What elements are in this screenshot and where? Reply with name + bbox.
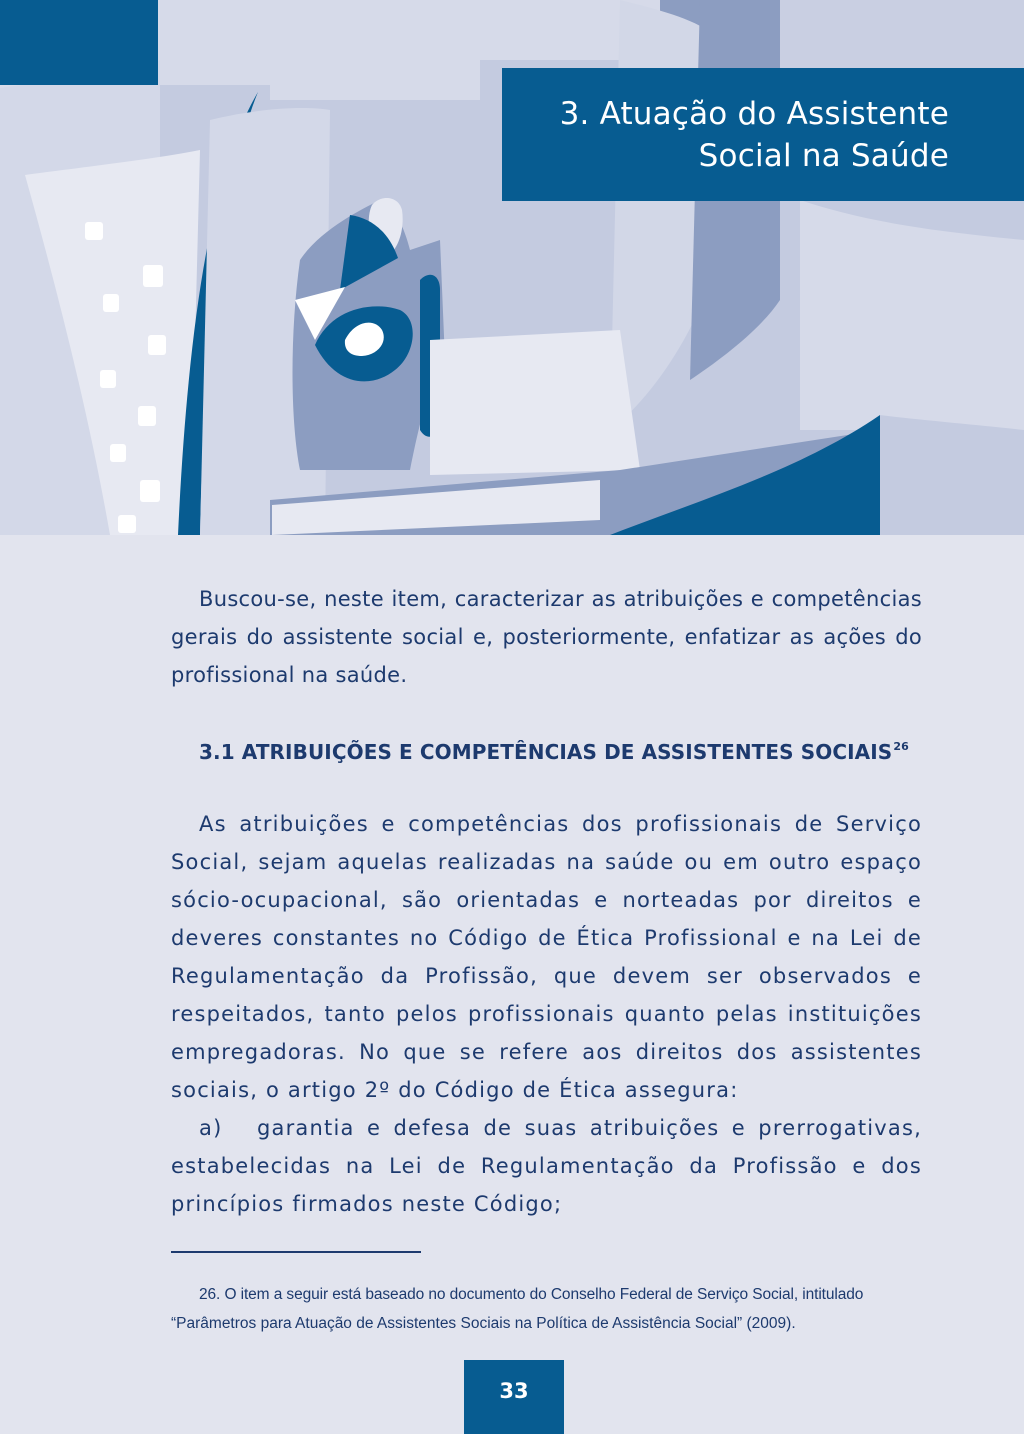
footnote-line-2: “Parâmetros para Atuação de Assistentes Sociais na Política de Assistência Social” (2009).	[171, 1315, 796, 1332]
main-content	[171, 580, 922, 1223]
footnote-line-1: 26. O item a seguir está baseado no documento do Conselho Federal de Serviço Social, intitulado	[199, 1286, 864, 1303]
chapter-title-box	[502, 68, 1024, 201]
list-item-a	[171, 1109, 922, 1223]
chapter-title-line-2: Social na Saúde	[698, 137, 949, 174]
intro-paragraph: Buscou-se, neste item, caracterizar as atribuições e competências gerais do assistente social e, posteriormente, enfatizar as ações do profissional na saúde.	[171, 587, 922, 687]
page-number: 33	[499, 1379, 529, 1403]
footnote-reference: 26	[893, 740, 909, 753]
footnote	[171, 1280, 924, 1338]
list-item-text: garantia e defesa de suas atribuições e prerrogativas, estabelecidas na Lei de Regulamentação da Profissão e dos princípios firmados neste Código;	[171, 1116, 922, 1216]
list-item-marker: a)	[199, 1116, 223, 1140]
section-heading	[171, 728, 922, 771]
page-number-box	[464, 1360, 564, 1434]
body-paragraph: As atribuições e competências dos profissionais de Serviço Social, sejam aquelas realizadas na saúde ou em outro espaço sócio-ocupacional, são orientadas e norteadas por direitos e deveres constantes no Código de Ética Profissional e na Lei de Regulamentação da Profissão, que devem ser observados e respeitados, tanto pelos profissionais quanto pelas instituições empregadoras. No que se refere aos direitos dos assistentes sociais, o artigo 2º do Código de Ética assegura:	[171, 812, 922, 1102]
footnote-divider	[171, 1251, 421, 1253]
chapter-title-line-1: 3. Atuação do Assistente	[559, 95, 949, 132]
section-heading-text: 3.1 ATRIBUIÇÕES E COMPETÊNCIAS DE ASSISTENTES SOCIAIS	[199, 740, 893, 764]
